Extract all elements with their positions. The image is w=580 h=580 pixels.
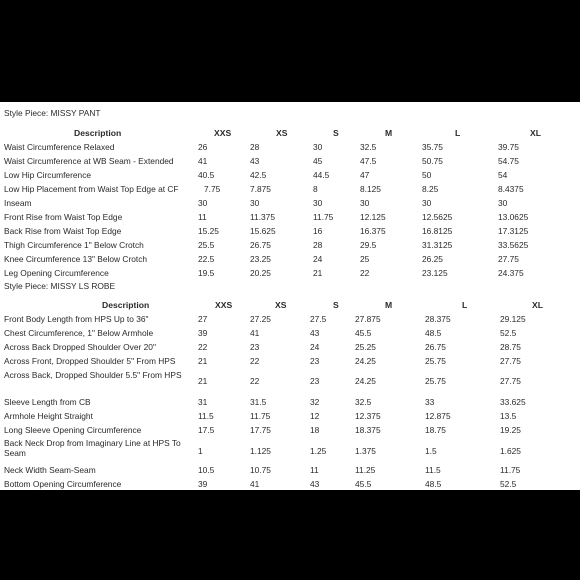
cell-xxs: 10.5 bbox=[198, 465, 215, 475]
cell-l: 48.5 bbox=[425, 479, 442, 489]
cell-xxs: 40.5 bbox=[198, 170, 215, 180]
cell-xl: 54.75 bbox=[498, 156, 519, 166]
cell-s: 12 bbox=[310, 411, 320, 421]
row-description: Across Front, Dropped Shoulder 5" From HPS bbox=[4, 356, 176, 366]
row-description: Bottom Opening Circumference bbox=[4, 479, 122, 489]
cell-xxs: 25.5 bbox=[198, 240, 215, 250]
cell-xl: 30 bbox=[498, 198, 508, 208]
cell-xl: 52.5 bbox=[500, 479, 517, 489]
row-description: Back Rise from Waist Top Edge bbox=[4, 226, 122, 236]
row-description: Waist Circumference Relaxed bbox=[4, 142, 115, 152]
style-piece-label-text: Style Piece: MISSY PANT bbox=[4, 108, 101, 118]
cell-m: 22 bbox=[360, 268, 370, 278]
cell-l: 33 bbox=[425, 397, 435, 407]
cell-s: 8 bbox=[313, 184, 318, 194]
cell-m: 25 bbox=[360, 254, 370, 264]
cell-xs: 23 bbox=[250, 342, 260, 352]
cell-l: 8.25 bbox=[422, 184, 439, 194]
table-row bbox=[0, 370, 580, 394]
cell-xs: 7.875 bbox=[250, 184, 271, 194]
cell-xl: 19.25 bbox=[500, 425, 521, 435]
row-description: Inseam bbox=[4, 198, 32, 208]
header-description: Description bbox=[74, 128, 122, 138]
row-description: Leg Opening Circumference bbox=[4, 268, 109, 278]
cell-xxs: 39 bbox=[198, 479, 208, 489]
cell-xl: 29.125 bbox=[500, 314, 526, 324]
header-xxs: XXS bbox=[215, 300, 233, 310]
cell-l: 28.375 bbox=[425, 314, 451, 324]
cell-m: 12.375 bbox=[355, 411, 381, 421]
row-description: Back Neck Drop from Imaginary Line at HPS To Seam bbox=[4, 438, 181, 458]
cell-xxs: 1 bbox=[198, 446, 203, 456]
cell-xl: 27.75 bbox=[500, 356, 521, 366]
cell-xxs: 22.5 bbox=[198, 254, 215, 264]
cell-l: 16.8125 bbox=[422, 226, 453, 236]
cell-xl: 11.75 bbox=[500, 465, 521, 475]
row-description: Knee Circumference 13" Below Crotch bbox=[4, 254, 148, 264]
cell-l: 11.5 bbox=[425, 465, 441, 475]
cell-xxs: 21 bbox=[198, 376, 208, 386]
cell-xxs: 17.5 bbox=[198, 425, 215, 435]
cell-l: 31.3125 bbox=[422, 240, 453, 250]
cell-s: 21 bbox=[313, 268, 323, 278]
cell-xxs: 26 bbox=[198, 142, 208, 152]
cell-xxs: 22 bbox=[198, 342, 208, 352]
cell-xs: 22 bbox=[250, 356, 260, 366]
size-chart-sheet bbox=[0, 102, 580, 490]
cell-l: 48.5 bbox=[425, 328, 442, 338]
cell-xl: 8.4375 bbox=[498, 184, 524, 194]
row-description: Chest Circumference, 1" Below Armhole bbox=[4, 328, 154, 338]
cell-m: 32.5 bbox=[355, 397, 372, 407]
header-xxs: XXS bbox=[214, 128, 232, 138]
cell-xxs: 39 bbox=[198, 328, 208, 338]
cell-l: 35.75 bbox=[422, 142, 443, 152]
cell-s: 32 bbox=[310, 397, 320, 407]
cell-s: 43 bbox=[310, 328, 320, 338]
cell-xl: 1.625 bbox=[500, 446, 521, 456]
cell-xxs: 15.25 bbox=[198, 226, 219, 236]
header-l: L bbox=[455, 128, 461, 138]
header-xs: XS bbox=[275, 300, 287, 310]
cell-xs: 20.25 bbox=[250, 268, 271, 278]
cell-m: 1.375 bbox=[355, 446, 376, 456]
cell-xs: 22 bbox=[250, 376, 260, 386]
cell-m: 24.25 bbox=[355, 376, 376, 386]
table-row bbox=[0, 438, 580, 462]
cell-xs: 15.625 bbox=[250, 226, 276, 236]
row-description: Across Back Dropped Shoulder Over 20" bbox=[4, 342, 156, 352]
header-s: S bbox=[333, 128, 339, 138]
cell-l: 26.75 bbox=[425, 342, 446, 352]
cell-l: 50.75 bbox=[422, 156, 443, 166]
cell-xxs: 41 bbox=[198, 156, 208, 166]
row-description: Waist Circumference at WB Seam - Extended bbox=[4, 156, 174, 166]
cell-l: 50 bbox=[422, 170, 432, 180]
cell-m: 30 bbox=[360, 198, 370, 208]
cell-l: 18.75 bbox=[425, 425, 446, 435]
cell-xs: 28 bbox=[250, 142, 260, 152]
header-l: L bbox=[462, 300, 468, 310]
header-s: S bbox=[333, 300, 339, 310]
cell-xxs: 21 bbox=[198, 356, 208, 366]
row-description: Long Sleeve Opening Circumference bbox=[4, 425, 142, 435]
cell-s: 18 bbox=[310, 425, 320, 435]
cell-s: 23 bbox=[310, 376, 320, 386]
row-description: Front Rise from Waist Top Edge bbox=[4, 212, 123, 222]
cell-s: 11 bbox=[310, 465, 319, 475]
cell-xxs: 7.75 bbox=[204, 184, 221, 194]
cell-s: 24 bbox=[310, 342, 320, 352]
row-description: Armhole Height Straight bbox=[4, 411, 93, 421]
cell-m: 47 bbox=[360, 170, 370, 180]
cell-xxs: 31 bbox=[198, 397, 208, 407]
cell-xl: 33.625 bbox=[500, 397, 526, 407]
cell-xl: 27.75 bbox=[498, 254, 519, 264]
cell-s: 28 bbox=[313, 240, 323, 250]
row-description: Low Hip Circumference bbox=[4, 170, 92, 180]
cell-l: 1.5 bbox=[425, 446, 437, 456]
header-xl: XL bbox=[530, 128, 541, 138]
cell-xl: 54 bbox=[498, 170, 508, 180]
cell-xs: 41 bbox=[250, 479, 260, 489]
cell-xl: 27.75 bbox=[500, 376, 521, 386]
header-xs: XS bbox=[276, 128, 288, 138]
cell-s: 43 bbox=[310, 479, 320, 489]
style-piece-label-text: Style Piece: MISSY LS ROBE bbox=[4, 281, 116, 291]
cell-xl: 17.3125 bbox=[498, 226, 529, 236]
cell-xxs: 11 bbox=[198, 212, 207, 222]
cell-m: 29.5 bbox=[360, 240, 377, 250]
cell-xl: 33.5625 bbox=[498, 240, 529, 250]
header-xl: XL bbox=[532, 300, 543, 310]
row-description: Low Hip Placement from Waist Top Edge at CF bbox=[4, 184, 179, 194]
cell-xxs: 11.5 bbox=[198, 411, 214, 421]
cell-xxs: 19.5 bbox=[198, 268, 215, 278]
cell-xl: 13.5 bbox=[500, 411, 517, 421]
cell-s: 11.75 bbox=[313, 212, 334, 222]
cell-s: 30 bbox=[313, 142, 323, 152]
cell-s: 1.25 bbox=[310, 446, 327, 456]
cell-l: 23.125 bbox=[422, 268, 448, 278]
cell-m: 24.25 bbox=[355, 356, 376, 366]
header-m: M bbox=[385, 300, 393, 310]
cell-xxs: 27 bbox=[198, 314, 208, 324]
cell-m: 27.875 bbox=[355, 314, 381, 324]
cell-xs: 11.375 bbox=[250, 212, 275, 222]
cell-xs: 30 bbox=[250, 198, 260, 208]
cell-s: 23 bbox=[310, 356, 320, 366]
cell-m: 45.5 bbox=[355, 328, 372, 338]
cell-xs: 10.75 bbox=[250, 465, 271, 475]
header-m: M bbox=[385, 128, 393, 138]
cell-s: 24 bbox=[313, 254, 323, 264]
cell-l: 25.75 bbox=[425, 356, 446, 366]
cell-xxs: 30 bbox=[198, 198, 208, 208]
cell-m: 11.25 bbox=[355, 465, 376, 475]
cell-s: 27.5 bbox=[310, 314, 327, 324]
cell-xs: 31.5 bbox=[250, 397, 267, 407]
cell-xs: 41 bbox=[250, 328, 260, 338]
cell-xs: 17.75 bbox=[250, 425, 271, 435]
cell-m: 45.5 bbox=[355, 479, 372, 489]
row-description: Neck Width Seam-Seam bbox=[4, 465, 96, 475]
row-description: Sleeve Length from CB bbox=[4, 397, 91, 407]
cell-s: 44.5 bbox=[313, 170, 330, 180]
cell-l: 26.25 bbox=[422, 254, 443, 264]
cell-l: 30 bbox=[422, 198, 432, 208]
cell-l: 12.875 bbox=[425, 411, 451, 421]
cell-s: 30 bbox=[313, 198, 323, 208]
row-description: Thigh Circumference 1" Below Crotch bbox=[4, 240, 144, 250]
cell-l: 25.75 bbox=[425, 376, 446, 386]
cell-m: 8.125 bbox=[360, 184, 381, 194]
cell-s: 16 bbox=[313, 226, 323, 236]
cell-xl: 13.0625 bbox=[498, 212, 529, 222]
row-description: Front Body Length from HPS Up to 36" bbox=[4, 314, 149, 324]
header-description: Description bbox=[102, 300, 150, 310]
row-description: Across Back, Dropped Shoulder 5.5" From HPS bbox=[4, 370, 182, 380]
cell-xl: 52.5 bbox=[500, 328, 517, 338]
cell-m: 16.375 bbox=[360, 226, 386, 236]
cell-xs: 42.5 bbox=[250, 170, 267, 180]
cell-m: 32.5 bbox=[360, 142, 377, 152]
cell-xl: 39.75 bbox=[498, 142, 519, 152]
cell-xs: 43 bbox=[250, 156, 260, 166]
cell-xl: 28.75 bbox=[500, 342, 521, 352]
cell-xl: 24.375 bbox=[498, 268, 524, 278]
cell-xs: 26.75 bbox=[250, 240, 271, 250]
cell-m: 18.375 bbox=[355, 425, 381, 435]
cell-xs: 23.25 bbox=[250, 254, 271, 264]
cell-xs: 11.75 bbox=[250, 411, 271, 421]
cell-xs: 27.25 bbox=[250, 314, 271, 324]
cell-l: 12.5625 bbox=[422, 212, 453, 222]
cell-s: 45 bbox=[313, 156, 323, 166]
cell-m: 25.25 bbox=[355, 342, 376, 352]
cell-m: 47.5 bbox=[360, 156, 377, 166]
cell-xs: 1.125 bbox=[250, 446, 271, 456]
cell-m: 12.125 bbox=[360, 212, 386, 222]
